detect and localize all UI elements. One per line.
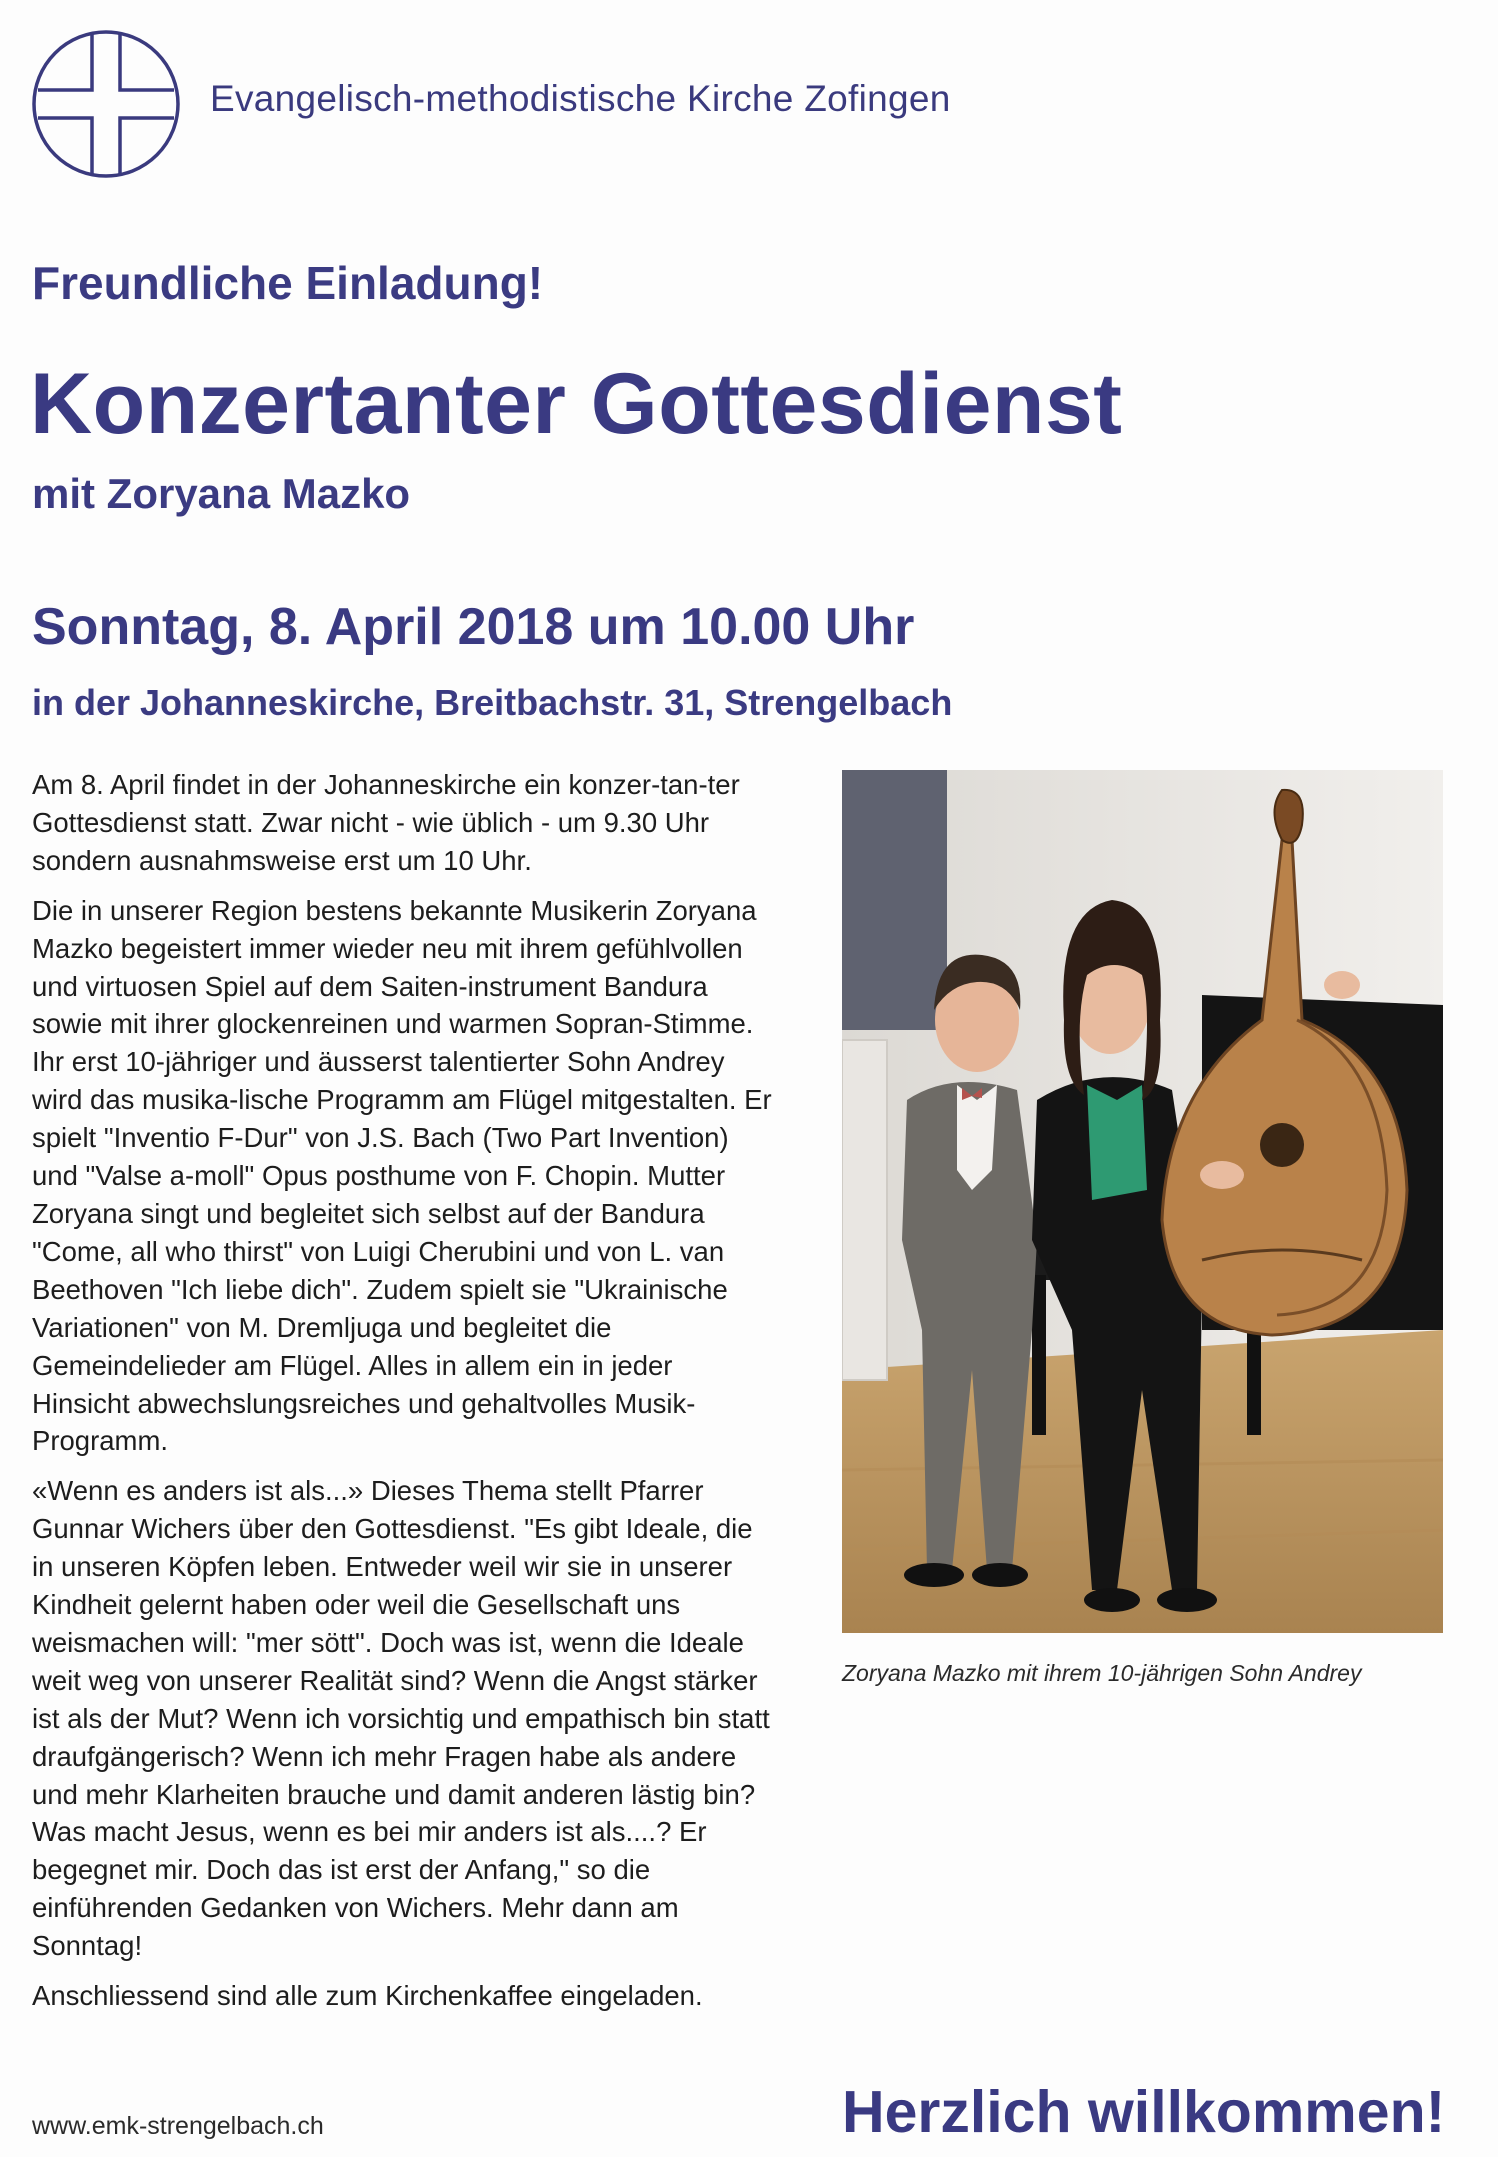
paragraph-coffee: Anschliessend sind alle zum Kirchenkaffee eingeladen. <box>32 1980 703 2012</box>
photo-caption: Zoryana Mazko mit ihrem 10-jährigen Sohn Andrey <box>842 1660 1362 1686</box>
body-text <box>32 766 772 2027</box>
event-date: Sonntag, 8. April 2018 um 10.00 Uhr <box>32 598 915 656</box>
cross-and-flame-icon <box>30 28 182 180</box>
church-logo <box>30 28 182 180</box>
church-name: Evangelisch-methodistische Kirche Zofingen <box>210 78 951 119</box>
website-link[interactable]: www.emk-strengelbach.ch <box>32 2112 324 2140</box>
welcome-text: Herzlich willkommen! <box>842 2079 1446 2145</box>
event-location: in der Johanneskirche, Breitbachstr. 31, Strengelbach <box>32 682 953 723</box>
page-title: Konzertanter Gottesdienst <box>30 356 1123 452</box>
subtitle: mit Zoryana Mazko <box>32 470 411 517</box>
concert-photo <box>842 770 1443 1633</box>
paragraph-intro: Am 8. April findet in der Johanneskirche ein konzer-tan-ter Gottesdienst statt. Zwar nicht - wie üblich - um 9.30 Uhr sondern ausnahmsweise erst um 10 Uhr. <box>32 769 740 876</box>
paragraph-sermon: «Wenn es anders ist als...» Dieses Thema stellt Pfarrer Gunnar Wichers über den Gottesdienst. "Es gibt Ideale, die in unseren Köpfen leben. Entweder weil wir sie in unserer Kindheit gelernt haben oder weil die Gesellschaft uns weismachen will: "mer sött". Doch was ist, wenn die Ideale weit weg von unserer Realität sind? Wenn die Angst stärker ist als der Mut? Wenn ich vorsichtig und empathisch bin statt draufgängerisch? Wenn ich mehr Fragen habe als andere und mehr Klarheiten brauche und damit anderen lästig bin? Was macht Jesus, wenn es bei mir anders ist als....? Er begegnet mir. Doch das ist erst der Anfang," so die einführenden Gedanken von Wichers. Mehr dann am Sonntag! <box>32 1475 770 1962</box>
paragraph-music: Die in unserer Region bestens bekannte Musikerin Zoryana Mazko begeistert immer wieder neu mit ihrem gefühlvollen und virtuosen Spiel auf dem Saiten-instrument Bandura sowie mit ihrer glockenreinen und warmen Sopran-Stimme. Ihr erst 10-jähriger und äusserst talentierter Sohn Andrey wird das musika-lische Programm am Flügel mitgestalten. Er spielt "Inventio F-Dur" von J.S. Bach (Two Part Invention) und "Valse a-moll" Opus posthume von F. Chopin. Mutter Zoryana singt und begleitet sich selbst auf der Bandura "Come, all who thirst" von Luigi Cherubini und von L. van Beethoven "Ich liebe dich". Zudem spielt sie "Ukrainische Variationen" von M. Dremljuga und begleitet die Gemeindelieder am Flügel. Alles in allem ein in jeder Hinsicht abwechslungsreiches und gehaltvolles Musik-Programm. <box>32 894 772 1457</box>
invitation-heading: Freundliche Einladung! <box>32 257 544 309</box>
